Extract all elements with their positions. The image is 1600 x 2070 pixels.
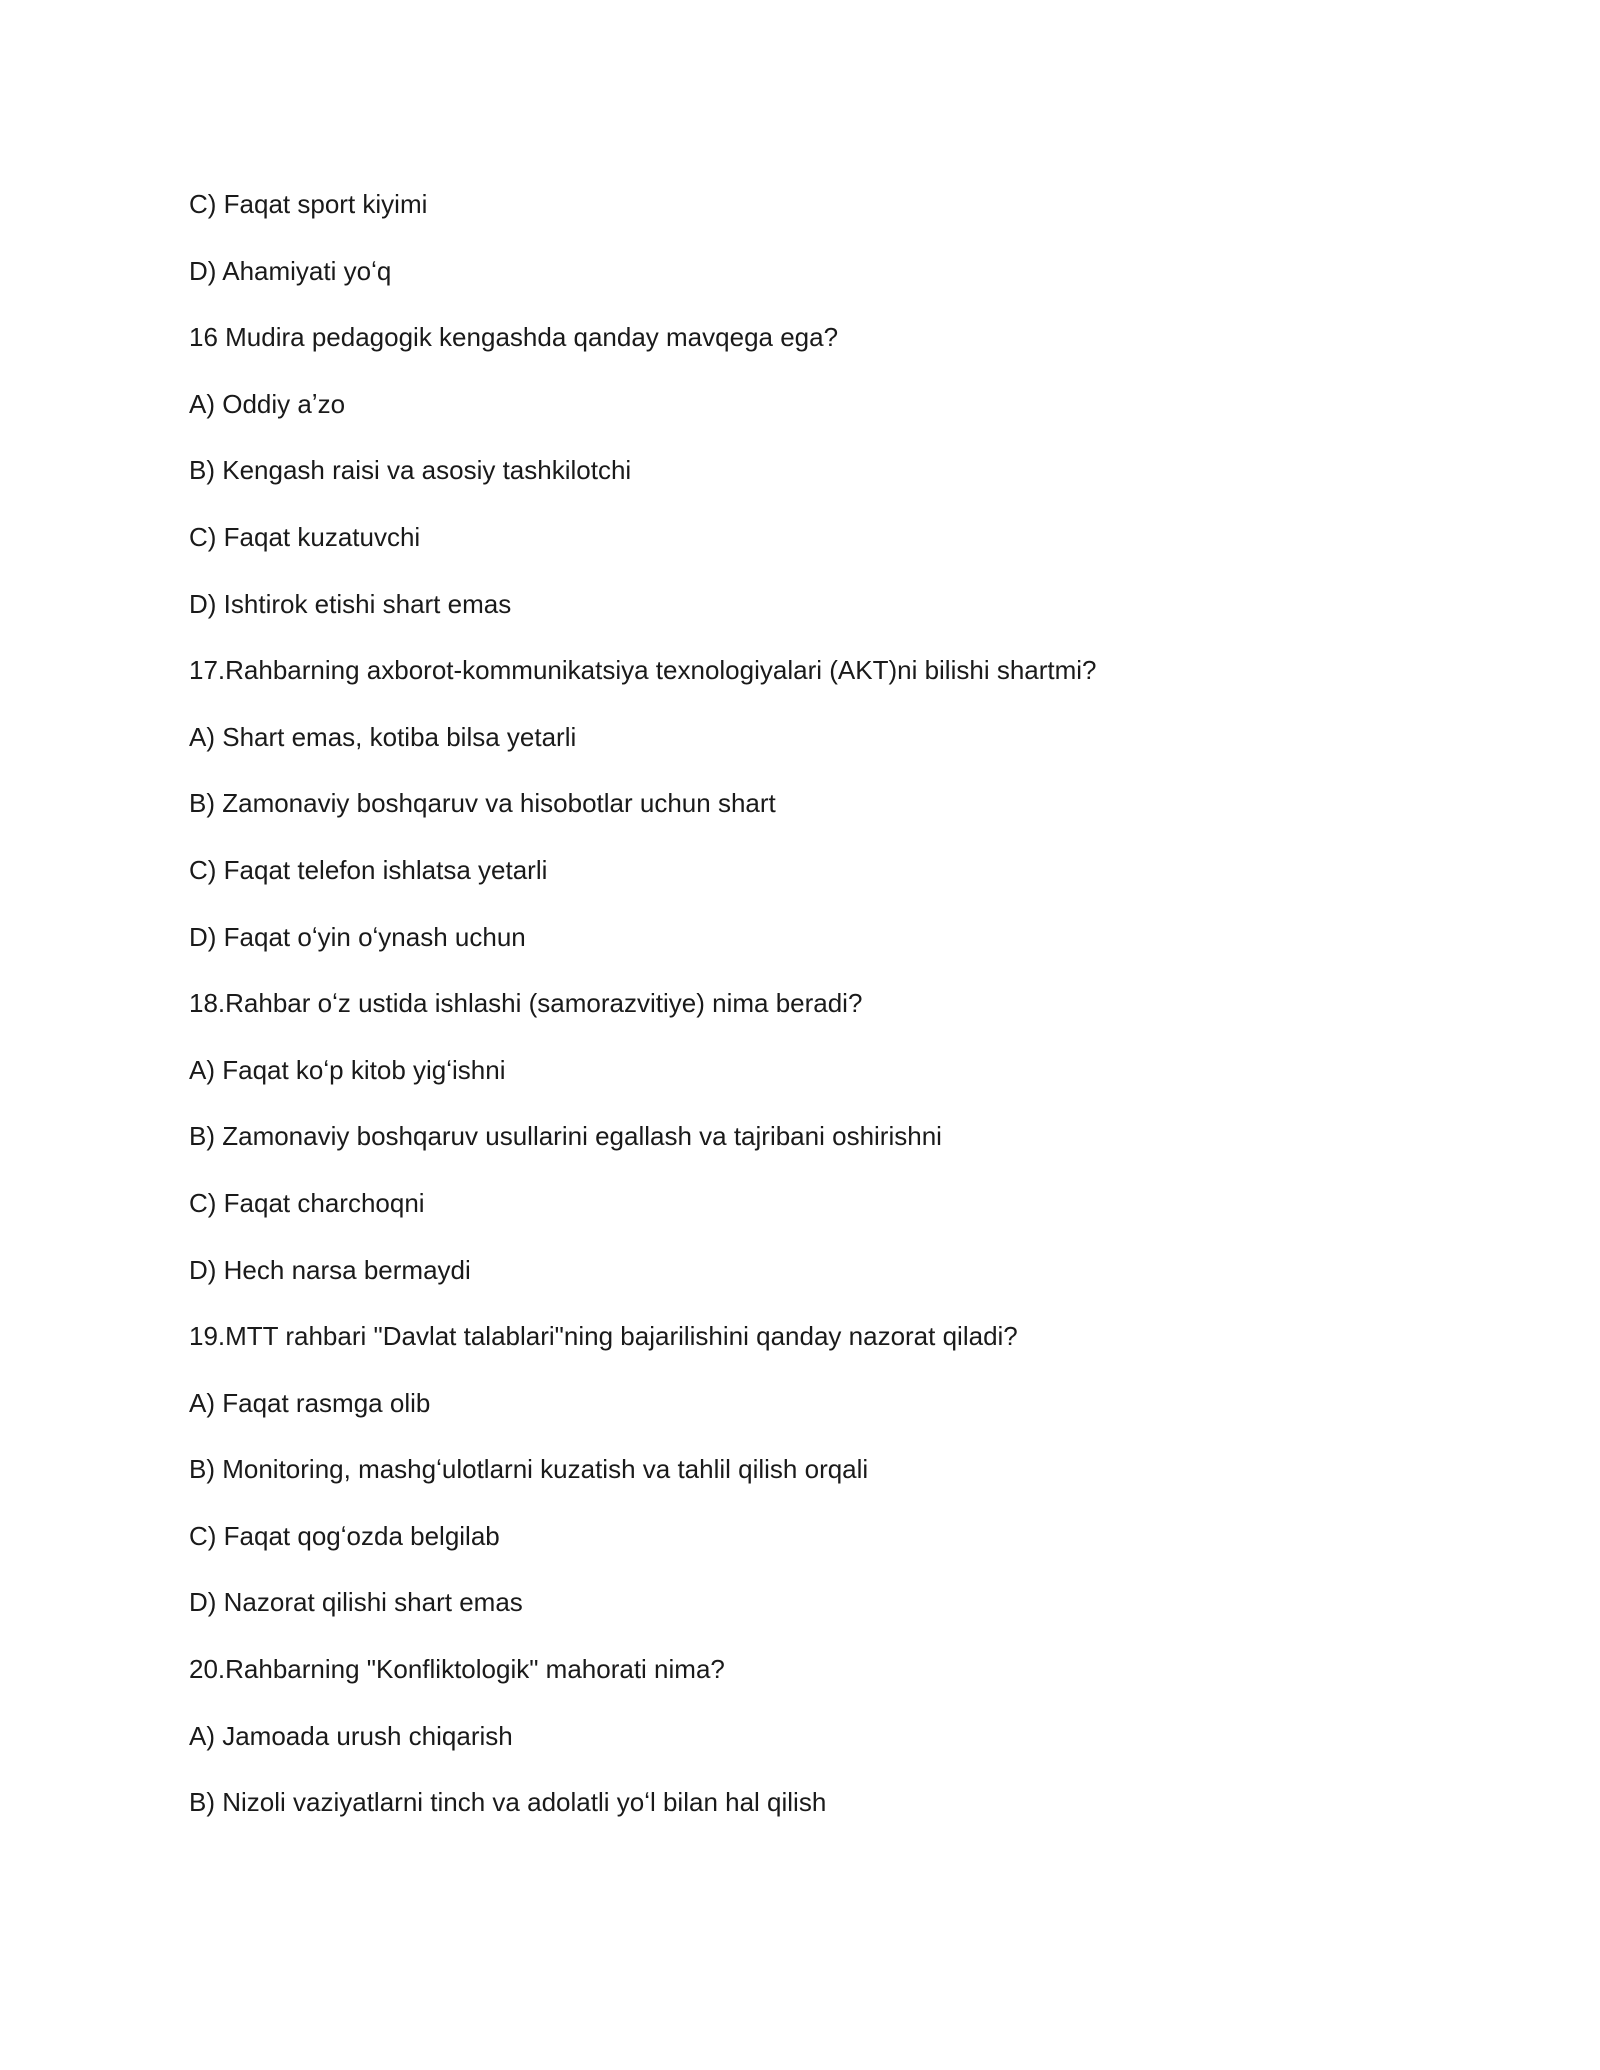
option-c-q16: C) Faqat kuzatuvchi	[189, 521, 421, 552]
option-d-q17: D) Faqat oʻyin oʻynash uchun	[189, 921, 526, 952]
option-c-q18: C) Faqat charchoqni	[189, 1187, 425, 1218]
option-c-q19: C) Faqat qogʻozda belgilab	[189, 1520, 500, 1551]
option-d-q19: D) Nazorat qilishi shart emas	[189, 1587, 523, 1618]
option-d-q18: D) Hech narsa bermaydi	[189, 1254, 471, 1285]
question-18: 18.Rahbar oʻz ustida ishlashi (samorazvitiye) nima beradi?	[189, 988, 863, 1019]
option-b-q17: B) Zamonaviy boshqaruv va hisobotlar uchun shart	[189, 788, 776, 819]
question-17: 17.Rahbarning axborot-kommunikatsiya texnologiyalari (AKT)ni bilishi shartmi?	[189, 655, 1097, 686]
option-b-q20: B) Nizoli vaziyatlarni tinch va adolatli yoʻl bilan hal qilish	[189, 1787, 827, 1818]
option-b-q19: B) Monitoring, mashgʻulotlarni kuzatish va tahlil qilish orqali	[189, 1454, 869, 1485]
option-a-q19: A) Faqat rasmga olib	[189, 1387, 431, 1418]
option-a-q20: A) Jamoada urush chiqarish	[189, 1720, 513, 1751]
question-16: 16 Mudira pedagogik kengashda qanday mavqega ega?	[189, 322, 839, 353]
option-d-q15: D) Ahamiyati yoʻq	[189, 255, 392, 286]
option-c-q17: C) Faqat telefon ishlatsa yetarli	[189, 854, 548, 885]
option-b-q16: B) Kengash raisi va asosiy tashkilotchi	[189, 455, 632, 486]
option-a-q17: A) Shart emas, kotiba bilsa yetarli	[189, 721, 577, 752]
document-body	[189, 186, 1439, 1851]
option-b-q18: B) Zamonaviy boshqaruv usullarini egallash va tajribani oshirishni	[189, 1121, 942, 1152]
question-20: 20.Rahbarning "Konfliktologik" mahorati nima?	[189, 1654, 725, 1685]
option-d-q16: D) Ishtirok etishi shart emas	[189, 588, 512, 619]
option-c-q15: C) Faqat sport kiyimi	[189, 189, 428, 219]
question-19: 19.MTT rahbari "Davlat talablari"ning bajarilishini qanday nazorat qiladi?	[189, 1321, 1018, 1352]
option-a-q16: A) Oddiy aʼzo	[189, 388, 346, 419]
option-a-q18: A) Faqat koʻp kitob yigʻishni	[189, 1054, 506, 1085]
